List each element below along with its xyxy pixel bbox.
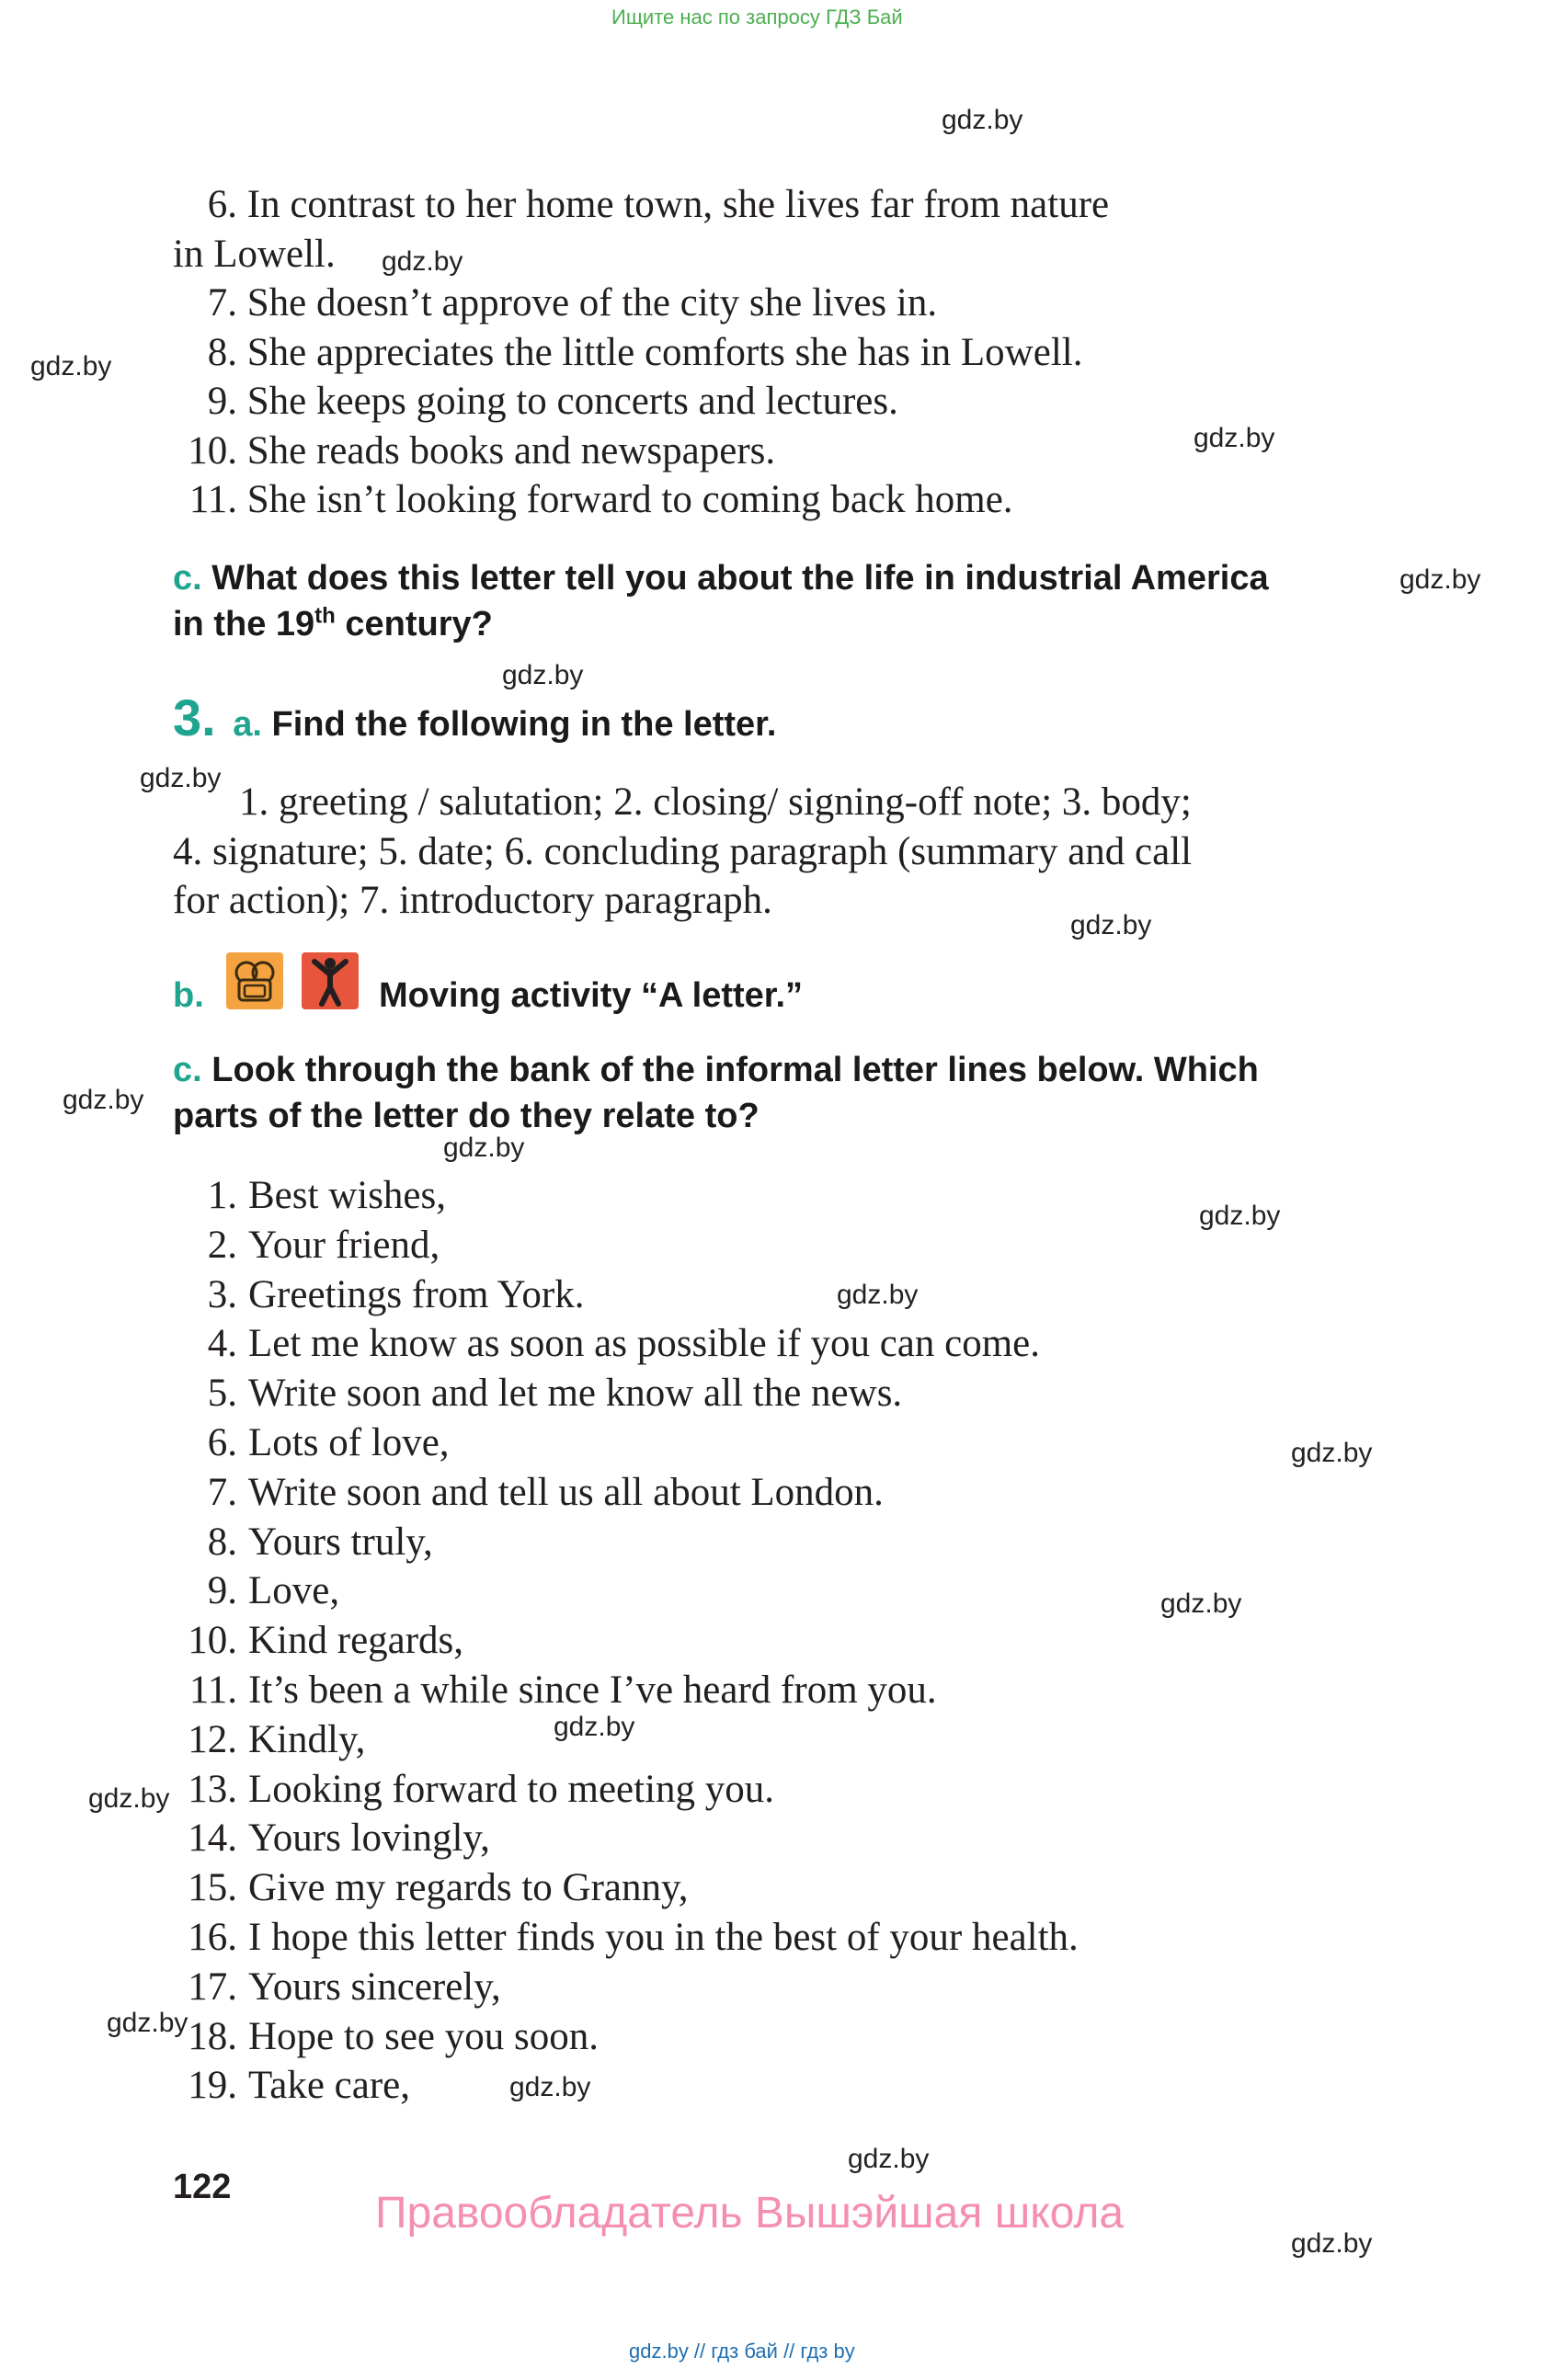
letter-line-item [129, 1964, 501, 2010]
letter-line-text: Looking forward to meeting you. [248, 1767, 775, 1811]
task-3a-body-line1: 1. greeting / salutation; 2. closing/ signing-off note; 3. body; [239, 780, 1192, 824]
statement-text: She reads books and newspapers. [246, 429, 776, 473]
watermark: gdz.by [107, 2008, 188, 2038]
letter-line-item [129, 1173, 446, 1218]
letter-line-text: Your friend, [248, 1223, 440, 1267]
letter-line-item [129, 1865, 688, 1910]
letter-line-text: It’s been a while since I’ve heard from you. [248, 1668, 937, 1712]
letter-line-text: Yours lovingly, [248, 1816, 490, 1861]
watermark: gdz.by [848, 2144, 930, 2174]
letter-line-item [129, 1915, 1079, 1960]
letter-line-number: 14. [188, 1816, 237, 1861]
letter-line-text: Yours truly, [248, 1520, 433, 1564]
letter-line-item [129, 1321, 1040, 1366]
letter-line-number: 3. [207, 1272, 237, 1316]
letter-line-item [129, 1816, 490, 1861]
task-3c-heading-line2: parts of the letter do they relate to? [173, 1097, 760, 1135]
statement-number: 7. [207, 281, 237, 325]
task-3b-text: Moving activity “A letter.” [379, 976, 804, 1015]
statement-number: 10. [188, 429, 237, 473]
watermark: gdz.by [30, 351, 112, 381]
statement-text: She isn’t looking forward to coming back home. [246, 478, 1013, 521]
letter-line-item [129, 1223, 440, 1268]
task-letter: c. [173, 559, 202, 598]
task-2c-heading-line2 [173, 605, 493, 644]
watermark: gdz.by [837, 1280, 919, 1310]
statement-text: She doesn’t approve of the city she lives in. [246, 281, 938, 325]
letter-line-text: Lots of love, [248, 1421, 450, 1464]
copyright-owner: Правообладатель Вышэйшая школа [375, 2189, 1125, 2238]
letter-line-item [129, 1470, 884, 1515]
letter-line-text: Greetings from York. [248, 1272, 585, 1316]
letter-line-text: Kind regards, [248, 1619, 464, 1663]
task-text: Find the following in the letter. [271, 705, 777, 744]
moving-person-icon [302, 952, 359, 1009]
watermark: gdz.by [1199, 1201, 1281, 1231]
letter-line-number: 19. [188, 2064, 237, 2108]
letter-line-text: Take care, [248, 2064, 411, 2108]
letter-line-text: I hope this letter finds you in the best of your health. [248, 1916, 1079, 1959]
letter-line-item [129, 1420, 450, 1465]
watermark: gdz.by [443, 1133, 525, 1163]
watermark: gdz.by [88, 1783, 170, 1814]
statement-text: She appreciates the little comforts she has in Lowell. [246, 331, 1083, 374]
letter-line-text: Yours sincerely, [248, 1964, 501, 2009]
watermark: gdz.by [942, 105, 1023, 135]
watermark: gdz.by [63, 1085, 144, 1115]
letter-line-text: Write soon and tell us all about London. [248, 1470, 884, 1514]
task-3a-heading [173, 688, 776, 747]
letter-line-number: 5. [207, 1372, 237, 1416]
watermark: gdz.by [509, 2072, 591, 2102]
letter-line-number: 15. [188, 1866, 237, 1910]
task-text: Look through the bank of the informal letter lines below. Which [211, 1051, 1259, 1089]
letter-line-item [129, 1371, 902, 1416]
task-text: What does this letter tell you about the life in industrial America [211, 559, 1269, 598]
letter-line-number: 9. [207, 1569, 237, 1613]
task-3a-body-line3: for action); 7. introductory paragraph. [173, 879, 772, 922]
statement-number: 9. [207, 380, 237, 423]
letter-line-text: Write soon and let me know all the news. [248, 1372, 903, 1416]
letter-line-item [129, 1272, 584, 1317]
statement-7 [129, 280, 937, 325]
letter-line-text: Give my regards to Granny, [248, 1866, 689, 1910]
letter-line-text: Hope to see you soon. [248, 2014, 599, 2058]
letter-line-number: 13. [188, 1767, 237, 1811]
letter-line-number: 7. [207, 1470, 237, 1514]
task-text: in the 19 [173, 605, 315, 643]
group-work-icon [226, 952, 283, 1009]
letter-line-item [129, 1568, 339, 1613]
watermark: gdz.by [1291, 1438, 1373, 1468]
task-letter: a. [233, 705, 262, 744]
letter-line-number: 8. [207, 1520, 237, 1564]
page-number: 122 [173, 2168, 232, 2206]
statement-8 [129, 330, 1082, 375]
letter-line-item [129, 1767, 774, 1812]
statement-number: 6. [207, 183, 237, 226]
top-banner: Ищите нас по запросу ГДЗ Бай [611, 6, 903, 28]
letter-line-item [129, 1668, 937, 1713]
letter-line-item [129, 1717, 365, 1762]
letter-line-text: Kindly, [248, 1717, 366, 1761]
task-2c-heading [173, 559, 1269, 598]
statement-text: She keeps going to concerts and lectures. [246, 380, 898, 423]
statement-number: 8. [207, 331, 237, 374]
watermark: gdz.by [1160, 1589, 1242, 1619]
letter-line-text: Love, [248, 1569, 340, 1613]
watermark: gdz.by [502, 660, 584, 690]
letter-line-text: Best wishes, [248, 1174, 446, 1217]
statement-6-continued: in Lowell. [173, 233, 336, 276]
letter-line-number: 6. [207, 1421, 237, 1464]
statement-9 [129, 379, 898, 424]
letter-line-number: 11. [188, 1668, 237, 1712]
watermark: gdz.by [554, 1712, 635, 1742]
letter-line-number: 17. [188, 1964, 237, 2009]
letter-line-number: 4. [207, 1322, 237, 1366]
letter-line-number: 10. [188, 1619, 237, 1663]
letter-line-text: Let me know as soon as possible if you can come. [248, 1322, 1041, 1366]
task-number: 3. [173, 689, 216, 746]
task-letter: b. [173, 976, 204, 1015]
task-3b-letter [173, 976, 204, 1016]
watermark: gdz.by [382, 246, 463, 277]
watermark: gdz.by [1194, 423, 1275, 453]
statement-number: 11. [188, 478, 237, 521]
watermark: gdz.by [140, 763, 222, 793]
statement-10 [129, 428, 775, 473]
letter-line-item [129, 1520, 433, 1565]
letter-line-item [129, 1618, 463, 1663]
letter-line-number: 2. [207, 1223, 237, 1267]
statement-11 [129, 477, 1013, 522]
watermark: gdz.by [1070, 910, 1152, 940]
letter-line-number: 1. [207, 1174, 237, 1217]
letter-line-item [129, 2063, 410, 2108]
task-3c-heading [173, 1051, 1259, 1090]
watermark: gdz.by [1291, 2228, 1373, 2259]
watermark: gdz.by [1399, 564, 1481, 595]
letter-line-number: 16. [188, 1916, 237, 1959]
letter-line-number: 12. [188, 1717, 237, 1761]
letter-line-item [129, 2014, 599, 2059]
task-letter: c. [173, 1051, 202, 1089]
task-3a-body-line2: 4. signature; 5. date; 6. concluding paragraph (summary and call [173, 830, 1193, 873]
statement-6 [129, 182, 1109, 227]
statement-text: In contrast to her home town, she lives far from nature [246, 183, 1110, 226]
ordinal-suffix: th [314, 603, 336, 629]
footer-links: gdz.by // гдз бай // гдз by [629, 2340, 855, 2363]
task-text: century? [335, 605, 493, 643]
letter-line-number: 18. [188, 2014, 237, 2058]
